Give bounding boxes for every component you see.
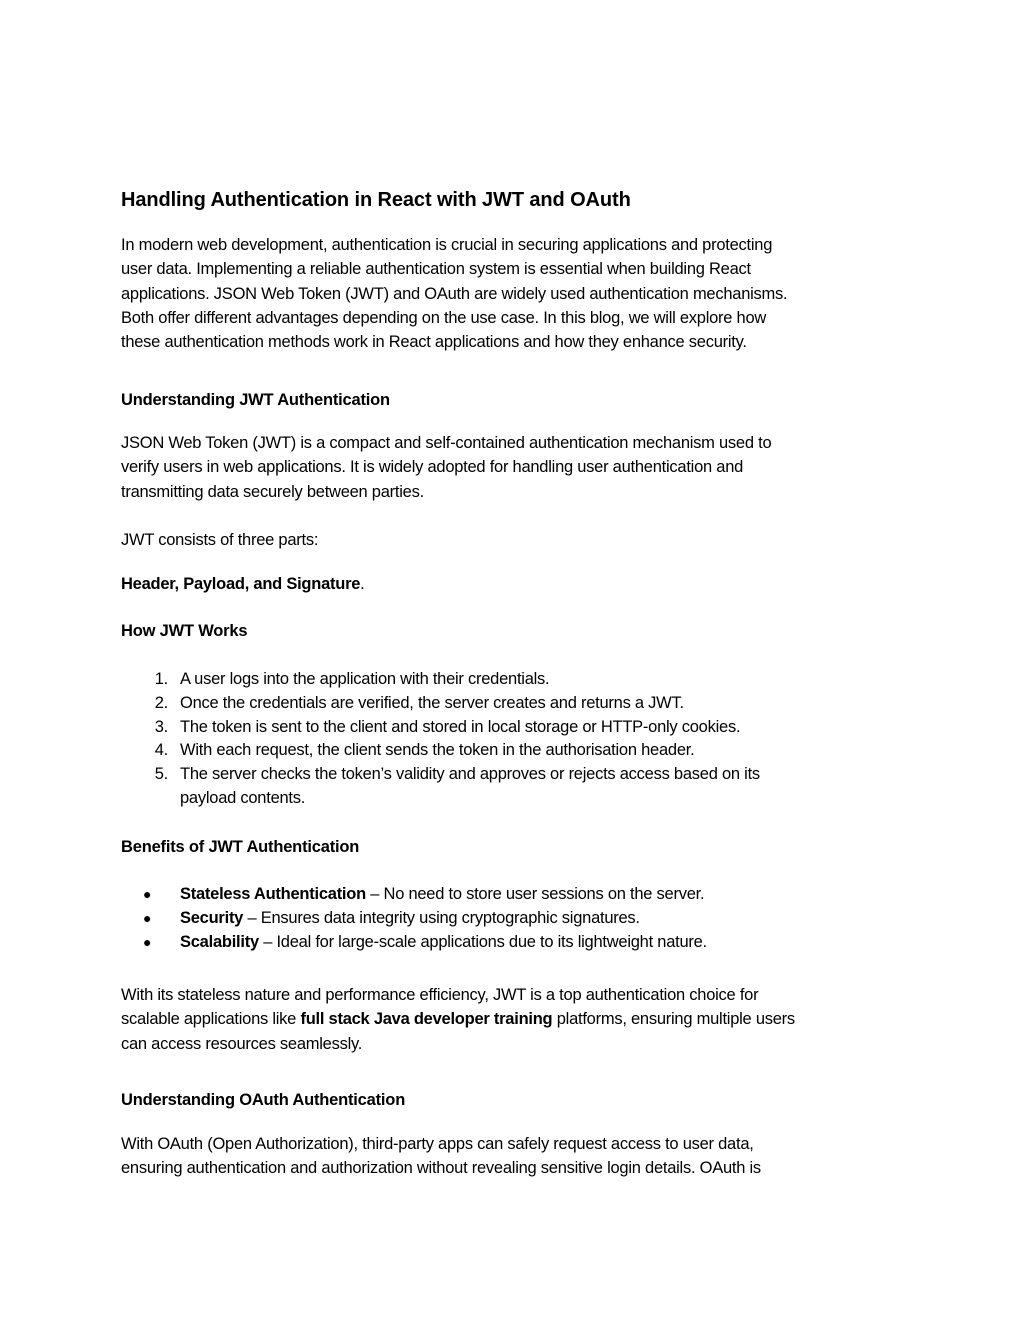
list-item-text: A user logs into the application with their credentials. bbox=[180, 670, 550, 688]
bullet-icon: ● bbox=[143, 910, 152, 926]
section-heading-benefits: Benefits of JWT Authentication bbox=[121, 838, 360, 856]
text-line: these authentication methods work in React applications and how they enhance security. bbox=[121, 333, 747, 352]
text-line: can access resources seamlessly. bbox=[121, 1034, 363, 1053]
list-item-text: Once the credentials are verified, the server creates and returns a JWT. bbox=[180, 694, 684, 712]
jwt-parts-suffix: . bbox=[360, 575, 365, 593]
jwt-parts-intro: JWT consists of three parts: bbox=[121, 531, 319, 549]
benefit-description: – No need to store user sessions on the server. bbox=[365, 885, 705, 903]
list-number: 2. bbox=[154, 694, 168, 712]
jwt-paragraph bbox=[121, 431, 771, 504]
document-title: Handling Authentication in React with JWT and OAuth bbox=[121, 189, 631, 211]
section-heading-oauth: Understanding OAuth Authentication bbox=[121, 1091, 406, 1109]
benefit-description: – Ensures data integrity using cryptographic signatures. bbox=[243, 909, 640, 927]
list-number: 1. bbox=[154, 670, 168, 688]
intro-paragraph bbox=[121, 233, 787, 354]
text-line: user data. Implementing a reliable authentication system is essential when building React bbox=[121, 260, 751, 279]
text-line: With its stateless nature and performance efficiency, JWT is a top authentication choice for bbox=[121, 986, 759, 1004]
list-number: 4. bbox=[154, 741, 168, 759]
text-line: verify users in web applications. It is widely adopted for handling user authentication and bbox=[121, 458, 744, 477]
text-line: JSON Web Token (JWT) is a compact and self-contained authentication mechanism used to bbox=[121, 434, 772, 452]
benefits-closing-paragraph bbox=[121, 983, 795, 1056]
benefit-title: Security bbox=[180, 909, 244, 927]
bullet-icon: ● bbox=[143, 886, 152, 902]
list-item-text: The token is sent to the client and stored in local storage or HTTP-only cookies. bbox=[180, 718, 741, 736]
text-line: applications. JSON Web Token (JWT) and OAuth are widely used authentication mechanisms. bbox=[121, 284, 788, 303]
list-item-text: payload contents. bbox=[180, 789, 306, 807]
benefit-description: – Ideal for large-scale applications due to its lightweight nature. bbox=[258, 933, 707, 951]
highlight-phrase: full stack Java developer training bbox=[300, 1010, 553, 1029]
text-line: transmitting data securely between parties. bbox=[121, 482, 424, 501]
oauth-paragraph bbox=[121, 1132, 761, 1181]
benefit-title: Scalability bbox=[180, 933, 259, 951]
text-line: In modern web development, authentication is crucial in securing applications and protecting bbox=[121, 236, 773, 254]
jwt-parts-bold: Header, Payload, and Signature bbox=[121, 575, 361, 593]
text-line: scalable applications like full stack Java developer training platforms, ensuring multiple users bbox=[121, 1010, 795, 1029]
text-line: Both offer different advantages depending on the use case. In this blog, we will explore how bbox=[121, 308, 767, 327]
benefit-title: Stateless Authentication bbox=[180, 885, 366, 903]
bullet-icon: ● bbox=[143, 934, 152, 950]
section-heading-jwt: Understanding JWT Authentication bbox=[121, 391, 390, 409]
jwt-parts-list bbox=[121, 572, 365, 596]
list-number: 3. bbox=[154, 718, 168, 736]
text-line: With OAuth (Open Authorization), third-party apps can safely request access to user data, bbox=[121, 1135, 754, 1153]
section-heading-how-jwt-works: How JWT Works bbox=[121, 622, 248, 640]
list-item-text: The server checks the token’s validity and approves or rejects access based on its bbox=[180, 765, 760, 783]
list-number: 5. bbox=[154, 765, 168, 783]
list-item-text: With each request, the client sends the token in the authorisation header. bbox=[180, 741, 695, 759]
text-line: ensuring authentication and authorization without revealing sensitive login details. OAuth is bbox=[121, 1159, 761, 1178]
